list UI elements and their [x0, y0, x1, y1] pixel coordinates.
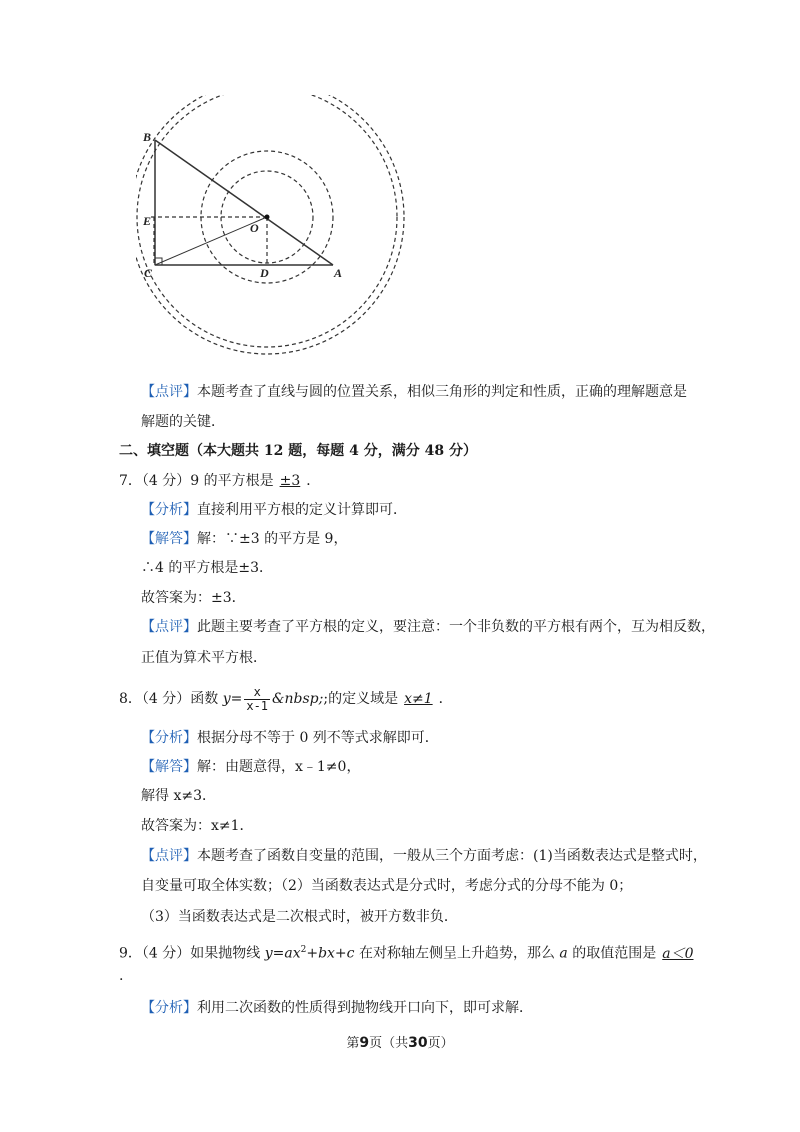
label-B: B — [143, 130, 152, 144]
q6-review-text2: 解题的关键． — [141, 414, 225, 430]
q8-end: ． — [438, 691, 453, 707]
q8-stem-post: ;的定义域是 — [323, 691, 399, 707]
label-A: A — [334, 266, 343, 280]
q9-var-a: a — [559, 945, 568, 962]
q8-y-eq: y= — [222, 691, 243, 707]
label-D: D — [260, 266, 269, 280]
q7-analysis — [141, 500, 407, 520]
q9-stem — [119, 940, 700, 964]
q8-review — [141, 846, 707, 866]
footer-total: 30 — [408, 1035, 428, 1051]
q7-stem-pre: 7．（4 分）9 的平方根是 — [119, 473, 274, 489]
segment-BA — [155, 140, 333, 265]
q8-frac-num: x — [244, 686, 270, 700]
footer-pre: 第 — [346, 1036, 360, 1051]
q8-review-text2: 自变量可取全体实数；（2）当函数表达式是分式时，考虑分式的分母不能为 0； — [141, 878, 633, 894]
analysis-tag: 【分析】 — [141, 730, 197, 746]
center-point-O — [265, 215, 270, 220]
page-footer — [0, 1032, 800, 1051]
q9-analysis — [141, 998, 533, 1018]
footer-mid: 页（共 — [369, 1036, 409, 1051]
review-tag: 【点评】 — [141, 848, 197, 864]
q8-analysis — [141, 728, 439, 748]
q7-review-text1: 此题主要考查了平方根的定义，要注意：一个非负数的平方根有两个，互为相反数， — [197, 619, 715, 635]
q7-solution-line3: 故答案为：±3． — [141, 590, 246, 606]
q7-solution-line2: ∴4 的平方根是±3． — [141, 560, 273, 576]
review-tag: 【点评】 — [141, 619, 197, 635]
footer-page: 9 — [359, 1035, 370, 1051]
geometry-figure — [136, 95, 416, 365]
q7-stem-post: ． — [306, 473, 321, 489]
label-O: O — [250, 221, 259, 235]
q8-solution-line3: 故答案为：x≠1． — [141, 818, 254, 834]
q7-answer: ±3 — [279, 473, 301, 489]
q8-review-text1: 本题考查了函数自变量的范围，一般从三个方面考虑：(1)当函数表达式是整式时， — [197, 848, 707, 864]
q8-frac-den: x-1 — [246, 698, 269, 713]
q9-formula-rest: +bx+c — [306, 945, 355, 962]
label-E: E — [143, 214, 152, 228]
q9-sup: 2 — [300, 945, 307, 955]
q8-fraction — [244, 686, 270, 713]
section-title: 二、填空题（本大题共 12 题，每题 4 分，满分 48 分） — [119, 443, 477, 459]
label-C: C — [144, 266, 153, 280]
q8-solution-line2: 解得 x≠3． — [141, 788, 216, 804]
q8-review-text3: （3）当函数表达式是二次根式时，被开方数非负． — [141, 909, 458, 925]
q9-dot: . — [119, 968, 124, 984]
q7-stem — [119, 471, 320, 491]
analysis-tag: 【分析】 — [141, 1000, 197, 1016]
q8-answer: x≠1 — [404, 691, 433, 707]
q8-stem-pre: 8．（4 分）函数 — [119, 691, 223, 707]
q7-solution — [141, 529, 347, 549]
solution-tag: 【解答】 — [141, 531, 197, 547]
q9-formula-y: y=ax — [264, 945, 301, 962]
q8-stem-mid: &nbsp; — [272, 691, 324, 707]
footer-post: 页） — [427, 1036, 454, 1051]
q8-solution — [141, 757, 360, 777]
review-tag: 【点评】 — [141, 384, 197, 400]
q9-stem-mid: 在对称轴左侧呈上升趋势，那么 — [354, 945, 560, 962]
q8-stem — [119, 684, 453, 714]
q7-analysis-text: 直接利用平方根的定义计算即可． — [197, 502, 407, 518]
q6-review-line1 — [141, 382, 687, 402]
q7-review — [141, 617, 715, 637]
q9-stem-post: 的取值范围是 — [567, 945, 657, 962]
q6-review-text1: 本题考查了直线与圆的位置关系，相似三角形的判定和性质，正确的理解题意是 — [197, 384, 687, 400]
analysis-tag: 【分析】 — [141, 502, 197, 518]
q8-solution-text: 解：由题意得，x﹣1≠0， — [197, 759, 361, 775]
q9-answer: a＜0 — [662, 945, 694, 962]
q9-analysis-text: 利用二次函数的性质得到抛物线开口向下，即可求解． — [197, 1000, 533, 1016]
q7-solution-text: 解：∵±3 的平方是 9， — [197, 531, 348, 547]
outer-circle-1 — [136, 95, 404, 354]
q8-analysis-text: 根据分母不等于 0 列不等式求解即可． — [197, 730, 439, 746]
q7-review-text2: 正值为算术平方根． — [141, 650, 267, 666]
solution-tag: 【解答】 — [141, 759, 197, 775]
q9-stem-pre: 9．（4 分）如果抛物线 — [119, 945, 265, 962]
